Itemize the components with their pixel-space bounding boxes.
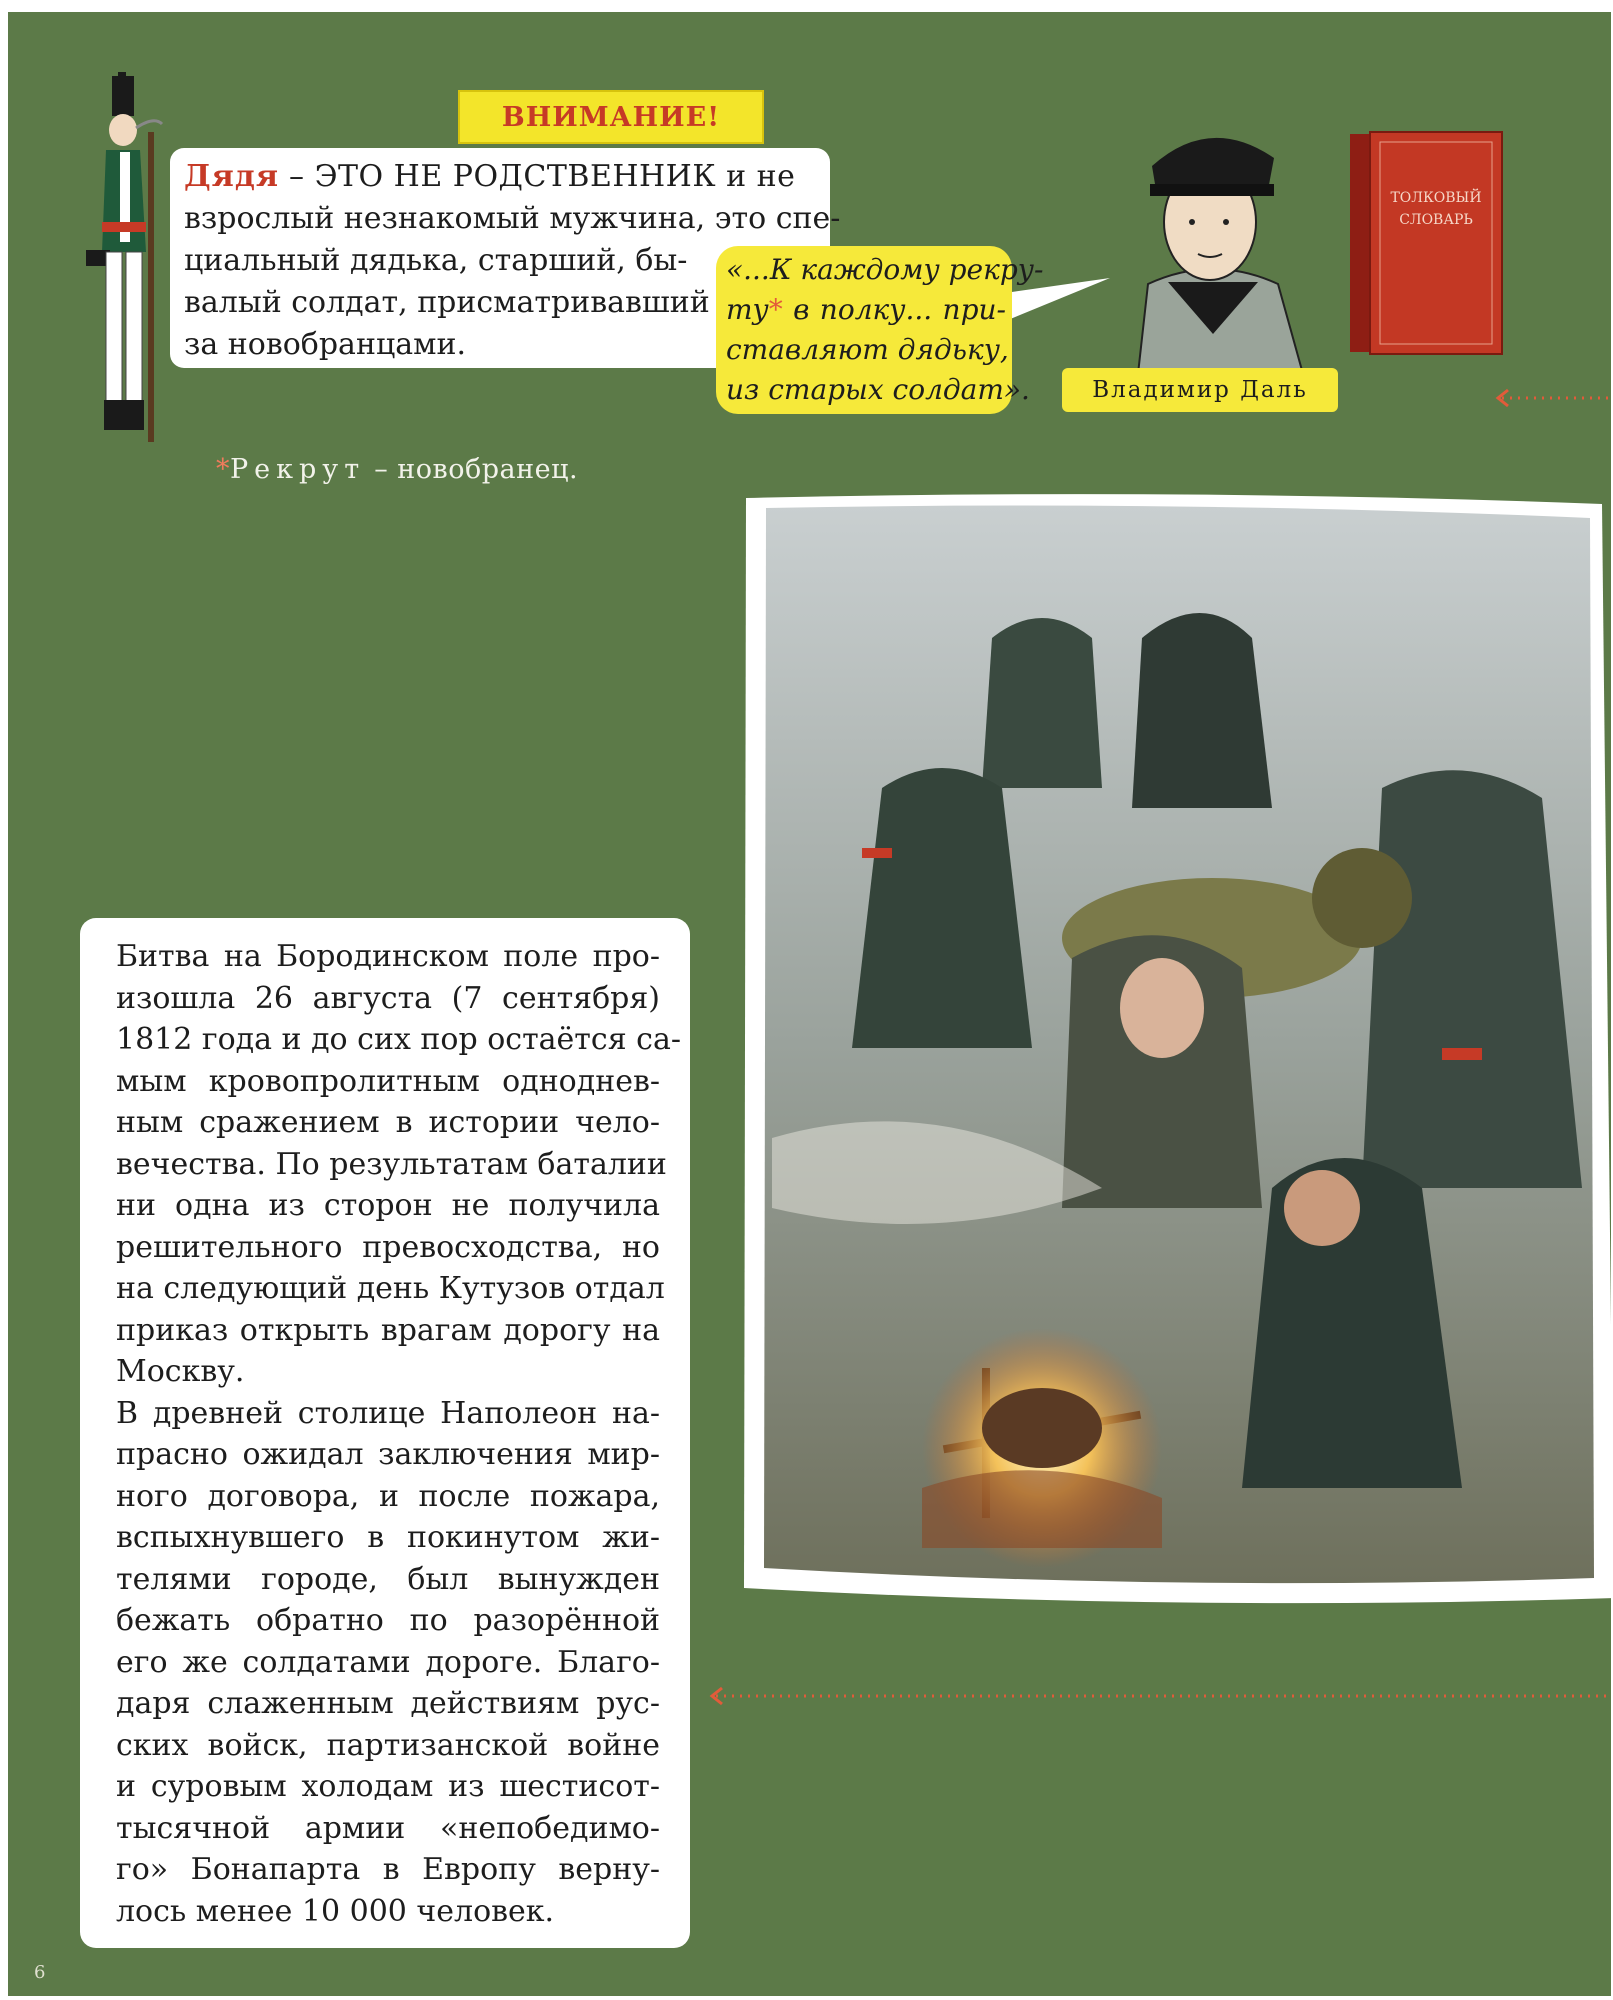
definition-line: валый солдат, присматривавший (184, 285, 710, 320)
article-line: тысячной армии «непобедимо- (116, 1810, 660, 1846)
article-line: Битва на Бородинском поле про- (116, 939, 660, 974)
quote-line: ставляют дядьку, (726, 333, 1009, 366)
quote-text (726, 250, 1044, 410)
article-line: решительного превосходства, но (116, 1229, 660, 1265)
battle-camp-painting (742, 488, 1611, 1612)
dictionary-book-illustration (1346, 130, 1506, 356)
footnote-asterisk: * (216, 454, 230, 485)
article-line: вечества. По результатам баталии (116, 1146, 667, 1182)
dal-portrait (1098, 104, 1328, 374)
article-line: лось менее 10 000 человек. (116, 1893, 555, 1929)
dotted-arrow-icon (708, 1684, 1611, 1708)
quote-line: ту* в полку... при- (726, 293, 1006, 326)
page-number: 6 (34, 1962, 46, 1983)
page (8, 12, 1611, 1996)
author-name-plate: Владимир Даль (1062, 368, 1338, 412)
quote-line: «...К каждому рекру- (726, 253, 1044, 286)
article-line: на следующий день Кутузов отдал (116, 1271, 665, 1306)
article-line: и суровым холодам из шестисот- (116, 1769, 660, 1804)
quote-line: из старых солдат». (726, 373, 1030, 406)
footnote-word: Рекрут (230, 454, 366, 485)
article-line: вспыхнувшего в покинутом жи- (116, 1520, 660, 1555)
definition-line: взрослый незнакомый мужчина, это спе- (184, 201, 841, 236)
article-line: приказ открыть врагам дорогу на (116, 1312, 660, 1348)
definition-term: Дядя (184, 159, 279, 194)
book-title-line-2: СЛОВАРЬ (1399, 212, 1473, 228)
article-line: го» Бонапарта в Европу верну- (116, 1852, 660, 1887)
article-line: ным сражением в истории чело- (116, 1105, 660, 1140)
dotted-arrow-icon (1494, 386, 1611, 410)
attention-banner: ВНИМАНИЕ! (458, 90, 764, 144)
article-line: ских войск, партизанской войне (116, 1727, 660, 1763)
article-line: его же солдатами дороге. Благо- (116, 1644, 660, 1680)
article-line: изошла 26 августа (7 сентября) (116, 980, 660, 1016)
article-line: ного договора, и после пожара, (116, 1478, 660, 1514)
definition-line: циальный дядька, старший, бы- (184, 243, 688, 278)
book-title-line-1: ТОЛКОВЫЙ (1390, 190, 1482, 206)
article-line: ни одна из сторон не получила (116, 1188, 660, 1223)
article-line: прасно ожидал заключения мир- (116, 1437, 660, 1472)
article-line: 1812 года и до сих пор остаётся са- (116, 1022, 681, 1057)
footnote: *Рекрут – новобранец. (216, 454, 579, 485)
article-line: В древней столице Наполеон на- (116, 1395, 660, 1431)
definition-line: за новобранцами. (184, 327, 466, 362)
article-line: бежать обратно по разорённой (116, 1603, 660, 1638)
quote-asterisk: * (768, 293, 783, 326)
article-text (116, 936, 681, 1932)
article-line: мым кровопролитным одноднев- (116, 1063, 660, 1099)
article-line: Москву. (116, 1354, 245, 1389)
article-line: даря слаженным действиям рус- (116, 1686, 660, 1721)
definition-line: Дядя – ЭТО НЕ РОДСТВЕННИК и не (184, 159, 796, 194)
article-line: телями городе, был вынужден (116, 1561, 660, 1597)
